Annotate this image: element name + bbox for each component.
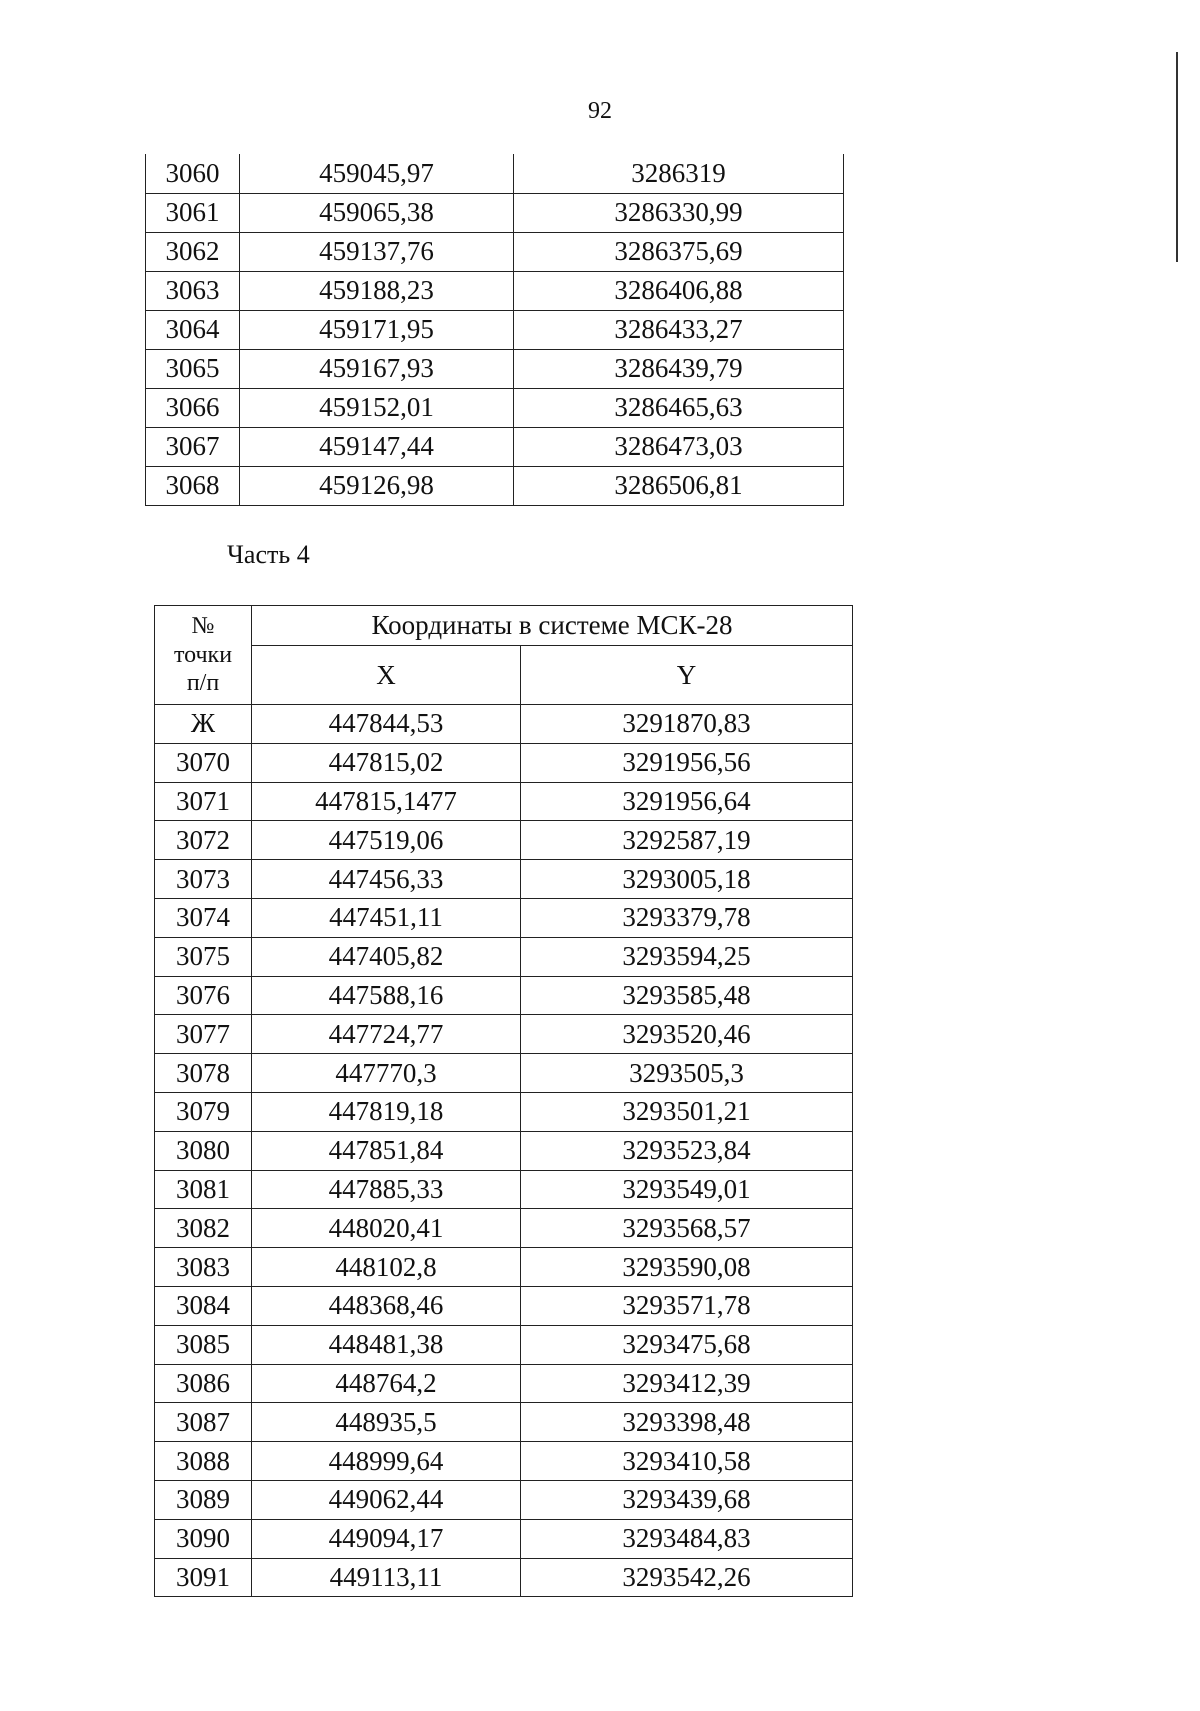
table-row	[155, 1558, 853, 1597]
coordinates-table-continued	[145, 154, 844, 506]
x-coordinate-cell: 447844,53	[252, 705, 521, 744]
table-body	[146, 154, 844, 505]
table-row	[155, 1364, 853, 1403]
table-row	[155, 1286, 853, 1325]
point-number-cell: 3060	[146, 154, 240, 193]
point-number-cell: 3071	[155, 782, 252, 821]
x-coordinate-cell: 448481,38	[252, 1325, 521, 1364]
x-coordinate-cell: 448764,2	[252, 1364, 521, 1403]
point-number-cell: 3087	[155, 1403, 252, 1442]
point-number-cell: 3083	[155, 1248, 252, 1287]
point-number-cell: 3085	[155, 1325, 252, 1364]
y-coordinate-cell: 3291956,64	[521, 782, 853, 821]
x-coordinate-cell: 459171,95	[240, 310, 514, 349]
y-coordinate-cell: 3293398,48	[521, 1403, 853, 1442]
point-number-cell: 3066	[146, 388, 240, 427]
x-coordinate-cell: 449094,17	[252, 1519, 521, 1558]
table-row	[155, 1131, 853, 1170]
table-row	[155, 860, 853, 899]
point-number-header-line-3: п/п	[186, 670, 220, 697]
table-row	[155, 1170, 853, 1209]
x-coordinate-cell: 447815,1477	[252, 782, 521, 821]
table-row	[155, 1519, 853, 1558]
y-coordinate-cell: 3293005,18	[521, 860, 853, 899]
y-coordinate-cell: 3286465,63	[514, 388, 844, 427]
point-number-cell: 3088	[155, 1442, 252, 1481]
table-body	[155, 705, 853, 1597]
y-coordinate-cell: 3291956,56	[521, 743, 853, 782]
y-coordinate-cell: 3286433,27	[514, 310, 844, 349]
point-number-cell: Ж	[155, 705, 252, 744]
point-number-cell: 3063	[146, 271, 240, 310]
y-coordinate-cell: 3293379,78	[521, 898, 853, 937]
point-number-cell: 3067	[146, 427, 240, 466]
x-coordinate-cell: 448368,46	[252, 1286, 521, 1325]
x-coordinate-cell: 459065,38	[240, 193, 514, 232]
point-number-cell: 3065	[146, 349, 240, 388]
table-row	[146, 466, 844, 505]
table-row	[155, 743, 853, 782]
point-number-cell: 3062	[146, 232, 240, 271]
point-number-header-line-2: точки	[173, 641, 233, 668]
y-coordinate-cell: 3293542,26	[521, 1558, 853, 1597]
y-coordinate-cell: 3286375,69	[514, 232, 844, 271]
point-number-cell: 3082	[155, 1209, 252, 1248]
x-coordinate-cell: 447851,84	[252, 1131, 521, 1170]
y-coordinate-cell: 3293501,21	[521, 1092, 853, 1131]
table-row	[155, 1092, 853, 1131]
point-number-cell: 3089	[155, 1480, 252, 1519]
y-coordinate-cell: 3293571,78	[521, 1286, 853, 1325]
y-coordinate-cell: 3293585,48	[521, 976, 853, 1015]
x-coordinate-cell: 448020,41	[252, 1209, 521, 1248]
table-row	[146, 193, 844, 232]
y-coordinate-cell: 3291870,83	[521, 705, 853, 744]
table-row	[146, 427, 844, 466]
x-coordinate-cell: 447885,33	[252, 1170, 521, 1209]
y-coordinate-cell: 3293523,84	[521, 1131, 853, 1170]
x-coordinate-cell: 447588,16	[252, 976, 521, 1015]
point-number-cell: 3086	[155, 1364, 252, 1403]
table-row	[155, 1480, 853, 1519]
table-row	[155, 821, 853, 860]
coordinate-system-header: Координаты в системе МСК-28	[252, 606, 853, 646]
scan-edge-line	[1176, 52, 1178, 262]
y-coordinate-cell: 3286473,03	[514, 427, 844, 466]
page-number: 92	[588, 98, 612, 124]
y-coordinate-cell: 3293439,68	[521, 1480, 853, 1519]
point-number-cell: 3077	[155, 1015, 252, 1054]
y-coordinate-cell: 3286506,81	[514, 466, 844, 505]
y-coordinate-cell: 3293590,08	[521, 1248, 853, 1287]
x-coordinate-cell: 448999,64	[252, 1442, 521, 1481]
point-number-cell: 3072	[155, 821, 252, 860]
x-coordinate-cell: 447815,02	[252, 743, 521, 782]
table-subheader-row	[155, 646, 853, 705]
table-row	[155, 1015, 853, 1054]
table-row	[146, 388, 844, 427]
x-coordinate-cell: 447770,3	[252, 1054, 521, 1093]
table-row	[155, 1054, 853, 1093]
x-coordinate-cell: 447819,18	[252, 1092, 521, 1131]
y-coordinate-cell: 3293475,68	[521, 1325, 853, 1364]
table-row	[146, 232, 844, 271]
point-number-cell: 3078	[155, 1054, 252, 1093]
point-number-cell: 3084	[155, 1286, 252, 1325]
x-coordinate-cell: 447405,82	[252, 937, 521, 976]
x-coordinate-cell: 448102,8	[252, 1248, 521, 1287]
y-coordinate-cell: 3286406,88	[514, 271, 844, 310]
x-coordinate-cell: 448935,5	[252, 1403, 521, 1442]
y-coordinate-cell: 3293505,3	[521, 1054, 853, 1093]
table-row	[155, 1209, 853, 1248]
point-number-cell: 3080	[155, 1131, 252, 1170]
table-row	[155, 937, 853, 976]
x-coordinate-cell: 447724,77	[252, 1015, 521, 1054]
table-row	[155, 705, 853, 744]
point-number-cell: 3073	[155, 860, 252, 899]
point-number-header-line-1: №	[191, 612, 215, 639]
y-coordinate-cell: 3293484,83	[521, 1519, 853, 1558]
table-row	[155, 1442, 853, 1481]
y-coordinate-cell: 3293549,01	[521, 1170, 853, 1209]
y-coordinate-cell: 3293568,57	[521, 1209, 853, 1248]
x-coordinate-cell: 459152,01	[240, 388, 514, 427]
table-row	[146, 349, 844, 388]
point-number-cell: 3081	[155, 1170, 252, 1209]
table-row	[155, 1325, 853, 1364]
x-coordinate-cell: 459167,93	[240, 349, 514, 388]
point-number-cell: 3075	[155, 937, 252, 976]
table-row	[155, 1248, 853, 1287]
x-coordinate-cell: 459147,44	[240, 427, 514, 466]
y-coordinate-cell: 3293410,58	[521, 1442, 853, 1481]
section-title: Часть 4	[227, 540, 310, 569]
table-row	[155, 898, 853, 937]
y-coordinate-cell: 3293412,39	[521, 1364, 853, 1403]
x-coordinate-cell: 449062,44	[252, 1480, 521, 1519]
x-coordinate-cell: 447456,33	[252, 860, 521, 899]
table-row	[146, 271, 844, 310]
y-coordinate-cell: 3292587,19	[521, 821, 853, 860]
y-coordinate-cell: 3286439,79	[514, 349, 844, 388]
point-number-cell: 3074	[155, 898, 252, 937]
x-coordinate-cell: 459188,23	[240, 271, 514, 310]
point-number-cell: 3091	[155, 1558, 252, 1597]
point-number-cell: 3070	[155, 743, 252, 782]
point-number-header	[155, 606, 252, 705]
y-column-header: Y	[521, 646, 853, 705]
point-number-cell: 3079	[155, 1092, 252, 1131]
point-number-cell: 3061	[146, 193, 240, 232]
x-coordinate-cell: 459045,97	[240, 154, 514, 193]
y-coordinate-cell: 3286330,99	[514, 193, 844, 232]
table-row	[155, 1403, 853, 1442]
x-coordinate-cell: 449113,11	[252, 1558, 521, 1597]
x-coordinate-cell: 459126,98	[240, 466, 514, 505]
point-number-cell: 3068	[146, 466, 240, 505]
table-header-row	[155, 606, 853, 646]
table-row	[146, 310, 844, 349]
y-coordinate-cell: 3286319	[514, 154, 844, 193]
coordinates-table	[154, 605, 853, 1597]
table-row	[146, 154, 844, 193]
table-row	[155, 976, 853, 1015]
x-coordinate-cell: 447451,11	[252, 898, 521, 937]
x-coordinate-cell: 459137,76	[240, 232, 514, 271]
y-coordinate-cell: 3293520,46	[521, 1015, 853, 1054]
point-number-cell: 3090	[155, 1519, 252, 1558]
point-number-cell: 3064	[146, 310, 240, 349]
y-coordinate-cell: 3293594,25	[521, 937, 853, 976]
table-row	[155, 782, 853, 821]
x-column-header: X	[252, 646, 521, 705]
point-number-cell: 3076	[155, 976, 252, 1015]
x-coordinate-cell: 447519,06	[252, 821, 521, 860]
